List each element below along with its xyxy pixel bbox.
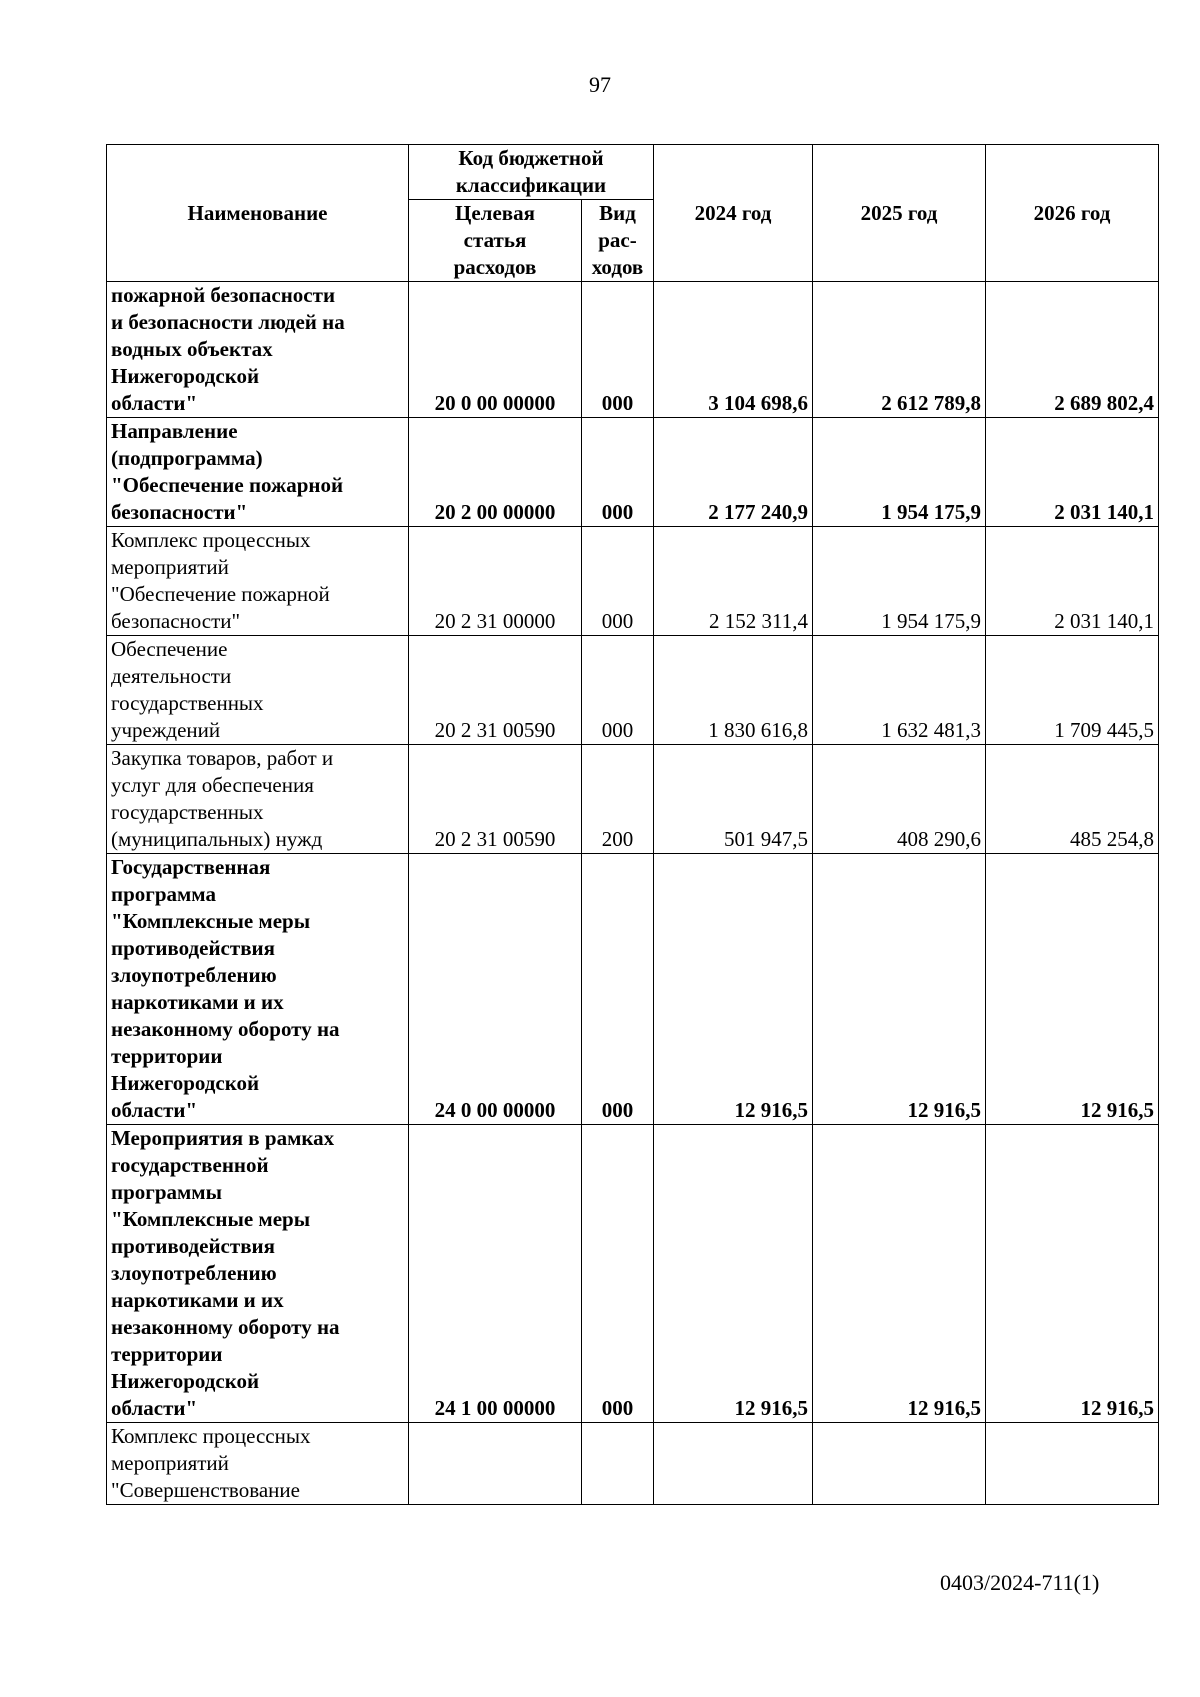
table-row [107,854,1159,1125]
cell-year-2025: 1 954 175,9 [813,418,986,527]
cell-year-2026: 12 916,5 [986,854,1159,1125]
cell-year-2026: 2 689 802,4 [986,282,1159,418]
header-year-2025: 2025 год [813,145,986,282]
cell-expense-type: 000 [582,854,654,1125]
cell-target-article: 24 1 00 00000 [409,1125,582,1423]
cell-year-2025 [813,1423,986,1505]
table-body [107,282,1159,1505]
header-expense-type: Вид рас- ходов [582,200,654,282]
cell-year-2024: 2 177 240,9 [654,418,813,527]
cell-expense-type: 000 [582,527,654,636]
cell-name: Закупка товаров, работ и услуг для обеспечения государственных (муниципальных) нужд [107,745,409,854]
cell-expense-type [582,1423,654,1505]
header-year-2024: 2024 год [654,145,813,282]
cell-year-2026 [986,1423,1159,1505]
cell-year-2026: 12 916,5 [986,1125,1159,1423]
table-row [107,282,1159,418]
table-row [107,527,1159,636]
budget-table [106,144,1159,1505]
cell-year-2024: 501 947,5 [654,745,813,854]
cell-year-2025: 12 916,5 [813,854,986,1125]
header-target-article: Целевая статья расходов [409,200,582,282]
table-row [107,636,1159,745]
cell-target-article: 24 0 00 00000 [409,854,582,1125]
cell-name: Обеспечение деятельности государственных учреждений [107,636,409,745]
cell-year-2024: 2 152 311,4 [654,527,813,636]
cell-target-article [409,1423,582,1505]
cell-target-article: 20 2 31 00590 [409,636,582,745]
cell-year-2026: 1 709 445,5 [986,636,1159,745]
cell-year-2025: 408 290,6 [813,745,986,854]
cell-expense-type: 000 [582,282,654,418]
cell-expense-type: 000 [582,418,654,527]
header-name: Наименование [107,145,409,282]
page-number: 97 [589,72,611,97]
cell-name: Комплекс процессных мероприятий "Обеспечение пожарной безопасности" [107,527,409,636]
cell-name: пожарной безопасности и безопасности людей на водных объектах Нижегородской области" [107,282,409,418]
cell-year-2025: 1 632 481,3 [813,636,986,745]
header-bk-code: Код бюджетной классификации [409,145,654,200]
cell-year-2024: 12 916,5 [654,1125,813,1423]
cell-year-2026: 2 031 140,1 [986,527,1159,636]
cell-expense-type: 000 [582,1125,654,1423]
document-code: 0403/2024-711(1) [940,1570,1100,1595]
table-header [107,145,1159,282]
header-year-2026: 2026 год [986,145,1159,282]
table-row [107,745,1159,854]
cell-name: Комплекс процессных мероприятий "Совершенствование [107,1423,409,1505]
cell-name: Направление (подпрограмма) "Обеспечение пожарной безопасности" [107,418,409,527]
cell-year-2024: 12 916,5 [654,854,813,1125]
cell-year-2026: 2 031 140,1 [986,418,1159,527]
cell-target-article: 20 2 00 00000 [409,418,582,527]
cell-name: Мероприятия в рамках государственной программы "Комплексные меры противодействия злоупотреблению наркотиками и их незаконному обороту на территории Нижегородской области" [107,1125,409,1423]
cell-year-2025: 2 612 789,8 [813,282,986,418]
cell-name: Государственная программа "Комплексные меры противодействия злоупотреблению наркотиками и их незаконному обороту на территории Нижегородской области" [107,854,409,1125]
cell-year-2025: 12 916,5 [813,1125,986,1423]
cell-year-2024: 1 830 616,8 [654,636,813,745]
cell-year-2025: 1 954 175,9 [813,527,986,636]
cell-year-2026: 485 254,8 [986,745,1159,854]
cell-expense-type: 200 [582,745,654,854]
cell-year-2024 [654,1423,813,1505]
table-row [107,1423,1159,1505]
cell-target-article: 20 0 00 00000 [409,282,582,418]
table-row [107,1125,1159,1423]
cell-year-2024: 3 104 698,6 [654,282,813,418]
cell-target-article: 20 2 31 00590 [409,745,582,854]
table-row [107,418,1159,527]
cell-target-article: 20 2 31 00000 [409,527,582,636]
cell-expense-type: 000 [582,636,654,745]
